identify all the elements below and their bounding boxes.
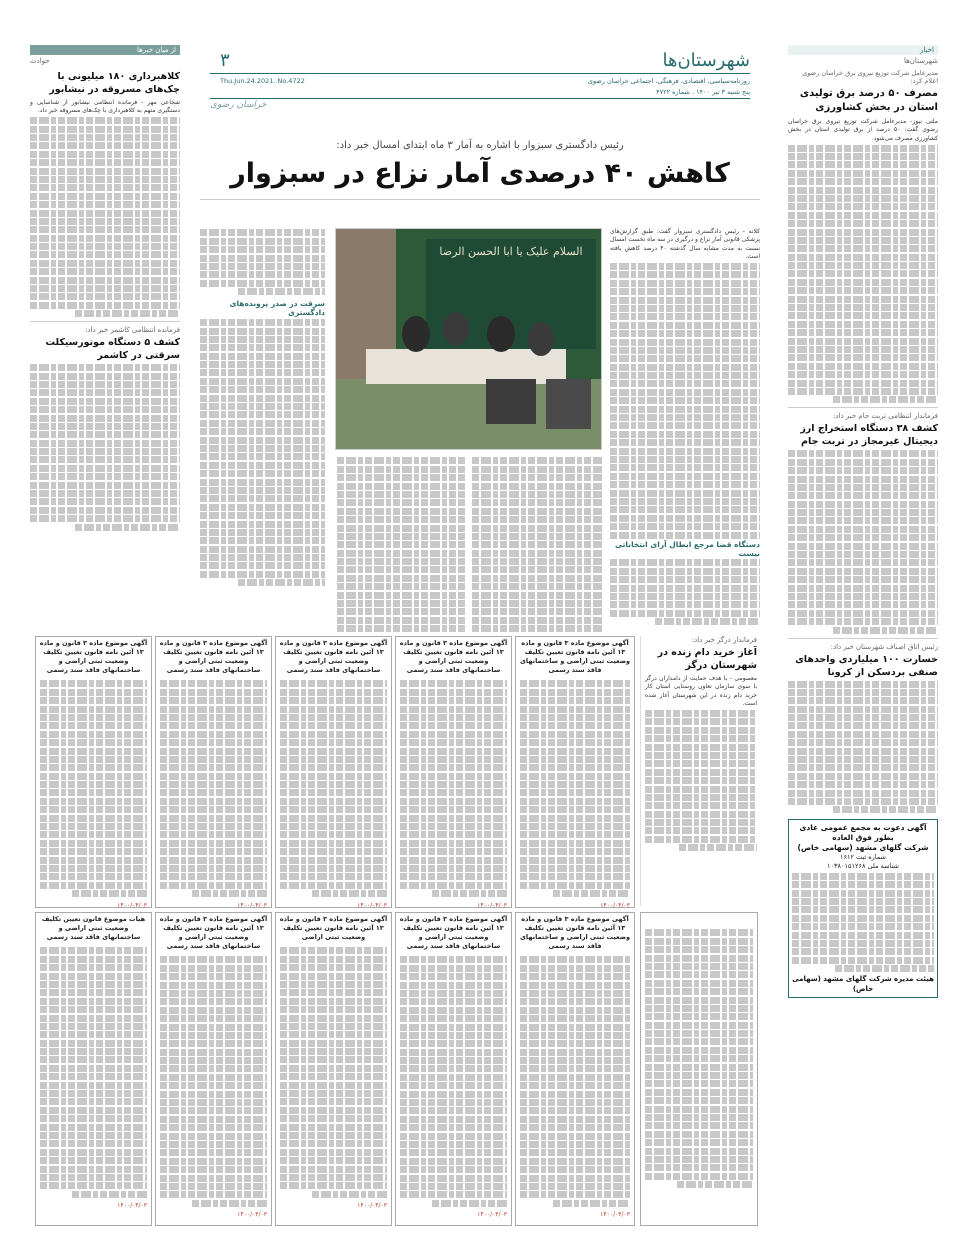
main-intro-filler (610, 263, 760, 539)
ad-title: آگهی موضوع ماده ۳ قانون و ماده ۱۳ آئین نامه قانون تعیین تکلیف وضعیت ثبتی اراضی (279, 915, 388, 941)
ad-date: ۱۴۰۰/۰۴/۰۳ (477, 901, 507, 908)
ad-date: ۱۴۰۰/۰۴/۰۳ (117, 901, 147, 908)
story2-headline: کشف ۳۸ دستگاه استخراج ارز دیجیتال غیرمجاز در تربت جام (800, 423, 938, 448)
ad-title: آگهی موضوع ماده ۳ قانون و ماده ۱۳ آئین نامه قانون تعیین تکلیف وضعیت ثبتی اراضی و ساختمانهای فاقد سند رسمی (399, 639, 508, 674)
left-headline2: کشف ۵ دستگاه موتورسیکلت سرقتی در کاشمر (45, 337, 180, 362)
ad-date: ۱۴۰۰/۰۴/۰۳ (237, 901, 267, 908)
main-kicker: رئیس دادگستری سبزوار با اشاره به آمار ۳ ماه ابتدای امسال خبر داد: (336, 140, 624, 151)
news-tag: اخبار (788, 45, 938, 55)
main-photo (335, 228, 602, 450)
side-body: معصومی - با هدف حمایت از دامداران درگز با سوی سازمان تعاون روستایی استان کار خرید دام زنده در این شهرستان آغاز شده است. (645, 675, 757, 708)
photo-banner-text: السلام علیک یا ابا الحسن الرضا (439, 245, 583, 258)
ad-title: آگهی موضوع ماده ۳ قانون و ماده ۱۳ آئین نامه قانون تعیین تکلیف وضعیت ثبتی اراضی و ساختمانهای فاقد سند رسمی (279, 639, 388, 674)
ad-box (35, 912, 152, 1226)
left-body1-filler (30, 117, 180, 317)
notice-title: آگهی دعوت به مجمع عمومی عادی بطور فوق العاده (799, 823, 927, 843)
left-column (30, 45, 180, 635)
notice-company: شرکت گلهای مشهد (سهامی خاص) (797, 843, 929, 853)
ad-title: هیات موضوع قانون تعیین تکلیف وضعیت ثبتی اراضی و ساختمانهای فاقد سند رسمی (41, 915, 146, 941)
ad-date: ۱۴۰۰/۰۴/۰۳ (477, 1211, 507, 1219)
ad-date: ۱۴۰۰/۰۴/۰۳ (600, 901, 630, 908)
ad-box (395, 912, 512, 1226)
divider (788, 407, 938, 408)
section-label: شهرستان‌ها (903, 57, 938, 65)
story3-headline: خسارت ۱۰۰ میلیاردی واحدهای صنفی بردسکن از کرونا (795, 653, 938, 678)
ad-title: آگهی موضوع ماده ۳ قانون و ماده ۱۳ آئین نامه قانون تعیین تکلیف وضعیت ثبتی اراضی و ساختمانهای فاقد سند رسمی (519, 915, 631, 950)
ad-box (155, 636, 272, 908)
ad-box (395, 636, 512, 908)
meeting-notice-box (788, 819, 938, 998)
ad-title: آگهی موضوع ماده ۳ قانون و ماده ۱۳ آئین نامه قانون تعیین تکلیف وضعیت ثبتی اراضی و ساختمانهای فاقد سند رسمی (519, 639, 631, 674)
ad-title: آگهی موضوع ماده ۳ قانون و ماده ۱۳ آئین نامه قانون تعیین تکلیف وضعیت ثبتی اراضی و ساختمانهای فاقد سند رسمی (159, 639, 268, 674)
ad-date: ۱۴۰۰/۰۴/۰۳ (357, 901, 387, 908)
left-kicker2: فرمانده انتظامی کاشمر خبر داد: (85, 326, 180, 335)
ad-title: آگهی موضوع ماده ۳ قانون و ماده ۱۳ آئین نامه قانون تعیین تکلیف وضعیت ثبتی اراضی و ساختمانهای فاقد سند رسمی (399, 915, 508, 950)
masthead (210, 50, 750, 122)
ad-date: ۱۴۰۰/۰۴/۰۳ (357, 1202, 387, 1210)
notice-reg: شماره ثبت ۱۶۱۲ (840, 853, 886, 862)
ad-box (275, 636, 392, 908)
side-story (640, 636, 757, 906)
notice-id: شناسه ملی ۱۰۳۸۰۱۵۱۲۶۸ (827, 862, 899, 871)
ad-title (641, 913, 757, 926)
date-fa: پنج شنبه ۳ تیر ۱۴۰۰ . شماره ۴۷۲۲ (656, 88, 750, 96)
ad-date: ۱۴۰۰/۰۴/۰۳ (600, 1211, 630, 1219)
story-body: ملتی نیوز- مدیرعامل شرکت توزیع نیروی برق خراسان رضوی گفت: ۵۰ درصد از برق تولیدی استان در بخش کشاورزی مصرف می‌شود. (788, 118, 938, 142)
ad-box (155, 912, 272, 1226)
col-c-filler-top (200, 229, 325, 295)
section-title: شهرستان‌ها (662, 50, 750, 71)
main-headline: کاهش ۴۰ درصدی آمار نزاع در سبزوار (230, 158, 730, 189)
col-a-filler (472, 457, 602, 632)
col-b-filler (337, 457, 465, 632)
notice-footer: هیئت مدیره شرکت گلهای مشهد (سهامی خاص) (792, 975, 934, 994)
story2-body-filler (788, 450, 938, 633)
left-body2-filler (30, 364, 180, 530)
right-column (788, 45, 938, 1228)
ad-box (275, 912, 392, 1226)
story-lead: مدیرعامل شرکت توزیع نیروی برق خراسان رضوی اعلام کرد: (802, 69, 938, 85)
ad-box (515, 636, 635, 908)
left-body1: شجاعی مهر - فرمانده انتظامی نیشابور از شناسایی و دستگیری متهم به کلاهبرداری با چک‌های مسروقه خبر داد. (30, 99, 180, 115)
ad-box (35, 636, 152, 908)
logo: خراسان رضوی (210, 100, 267, 110)
subhead-1: دستگاه قضا مرجع ابطال آرای انتخاباتی نیست (615, 540, 760, 558)
col-c-filler (200, 319, 325, 586)
page-number: ۳ (220, 50, 230, 71)
date-en: Thu.Jun.24.2021. No.4722 (220, 77, 305, 85)
ad-box (515, 912, 635, 1226)
subtitle: روزنامه‌سیاسی، اقتصادی، فرهنگی، اجتماعی خراسان رضوی (587, 77, 750, 85)
side-headline: آغاز خرید دام زنده در شهرستان درگز (657, 647, 757, 671)
story3-kicker: رئیس اتاق اصناف شهرستان خبر داد: (830, 642, 938, 651)
divider (200, 199, 760, 200)
story-headline: مصرف ۵۰ درصد برق تولیدی استان در بخش کشاورزی (799, 88, 938, 113)
left-headline1: کلاهبرداری ۱۸۰ میلیونی با چک‌های مسروقه در نیشابور (49, 71, 180, 95)
left-section: حوادث (30, 57, 50, 65)
subhead-2: سرقت در صدر پرونده‌های دادگستری (229, 299, 325, 318)
side-kicker: فرماندار درگز خبر داد: (691, 636, 757, 644)
main-story (200, 140, 760, 630)
ad-title: آگهی موضوع ماده ۳ قانون و ماده ۱۳ آئین نامه قانون تعیین تکلیف وضعیت ثبتی اراضی و ساختمانهای فاقد سند رسمی (39, 639, 148, 674)
ad-box (640, 912, 758, 1226)
story3-body-filler (788, 681, 938, 814)
ad-date: ۱۴۰۰/۰۴/۰۳ (117, 1202, 147, 1210)
ad-date: ۱۴۰۰/۰۴/۰۳ (237, 1211, 267, 1219)
divider (788, 638, 938, 639)
main-intro: کلانه - رئیس دادگستری سبزوار گفت: طبق گزارش‌های پزشکی قانونی آمار نزاع و درگیری در سه ماه نخست امسال نسبت به مدت مشابه سال گذشته ۴۰ درصد کاهش یافته است. (610, 228, 760, 261)
ad-title: آگهی موضوع ماده ۳ قانون و ماده ۱۳ آئین نامه قانون تعیین تکلیف وضعیت ثبتی اراضی و ساختمانهای فاقد سند رسمی (159, 915, 268, 950)
story-body-filler (788, 145, 938, 404)
left-tag: از میان خبرها (30, 45, 180, 55)
story2-kicker: فرماندار انتظامی تربت جام خبر داد: (833, 412, 938, 421)
divider (30, 321, 180, 322)
